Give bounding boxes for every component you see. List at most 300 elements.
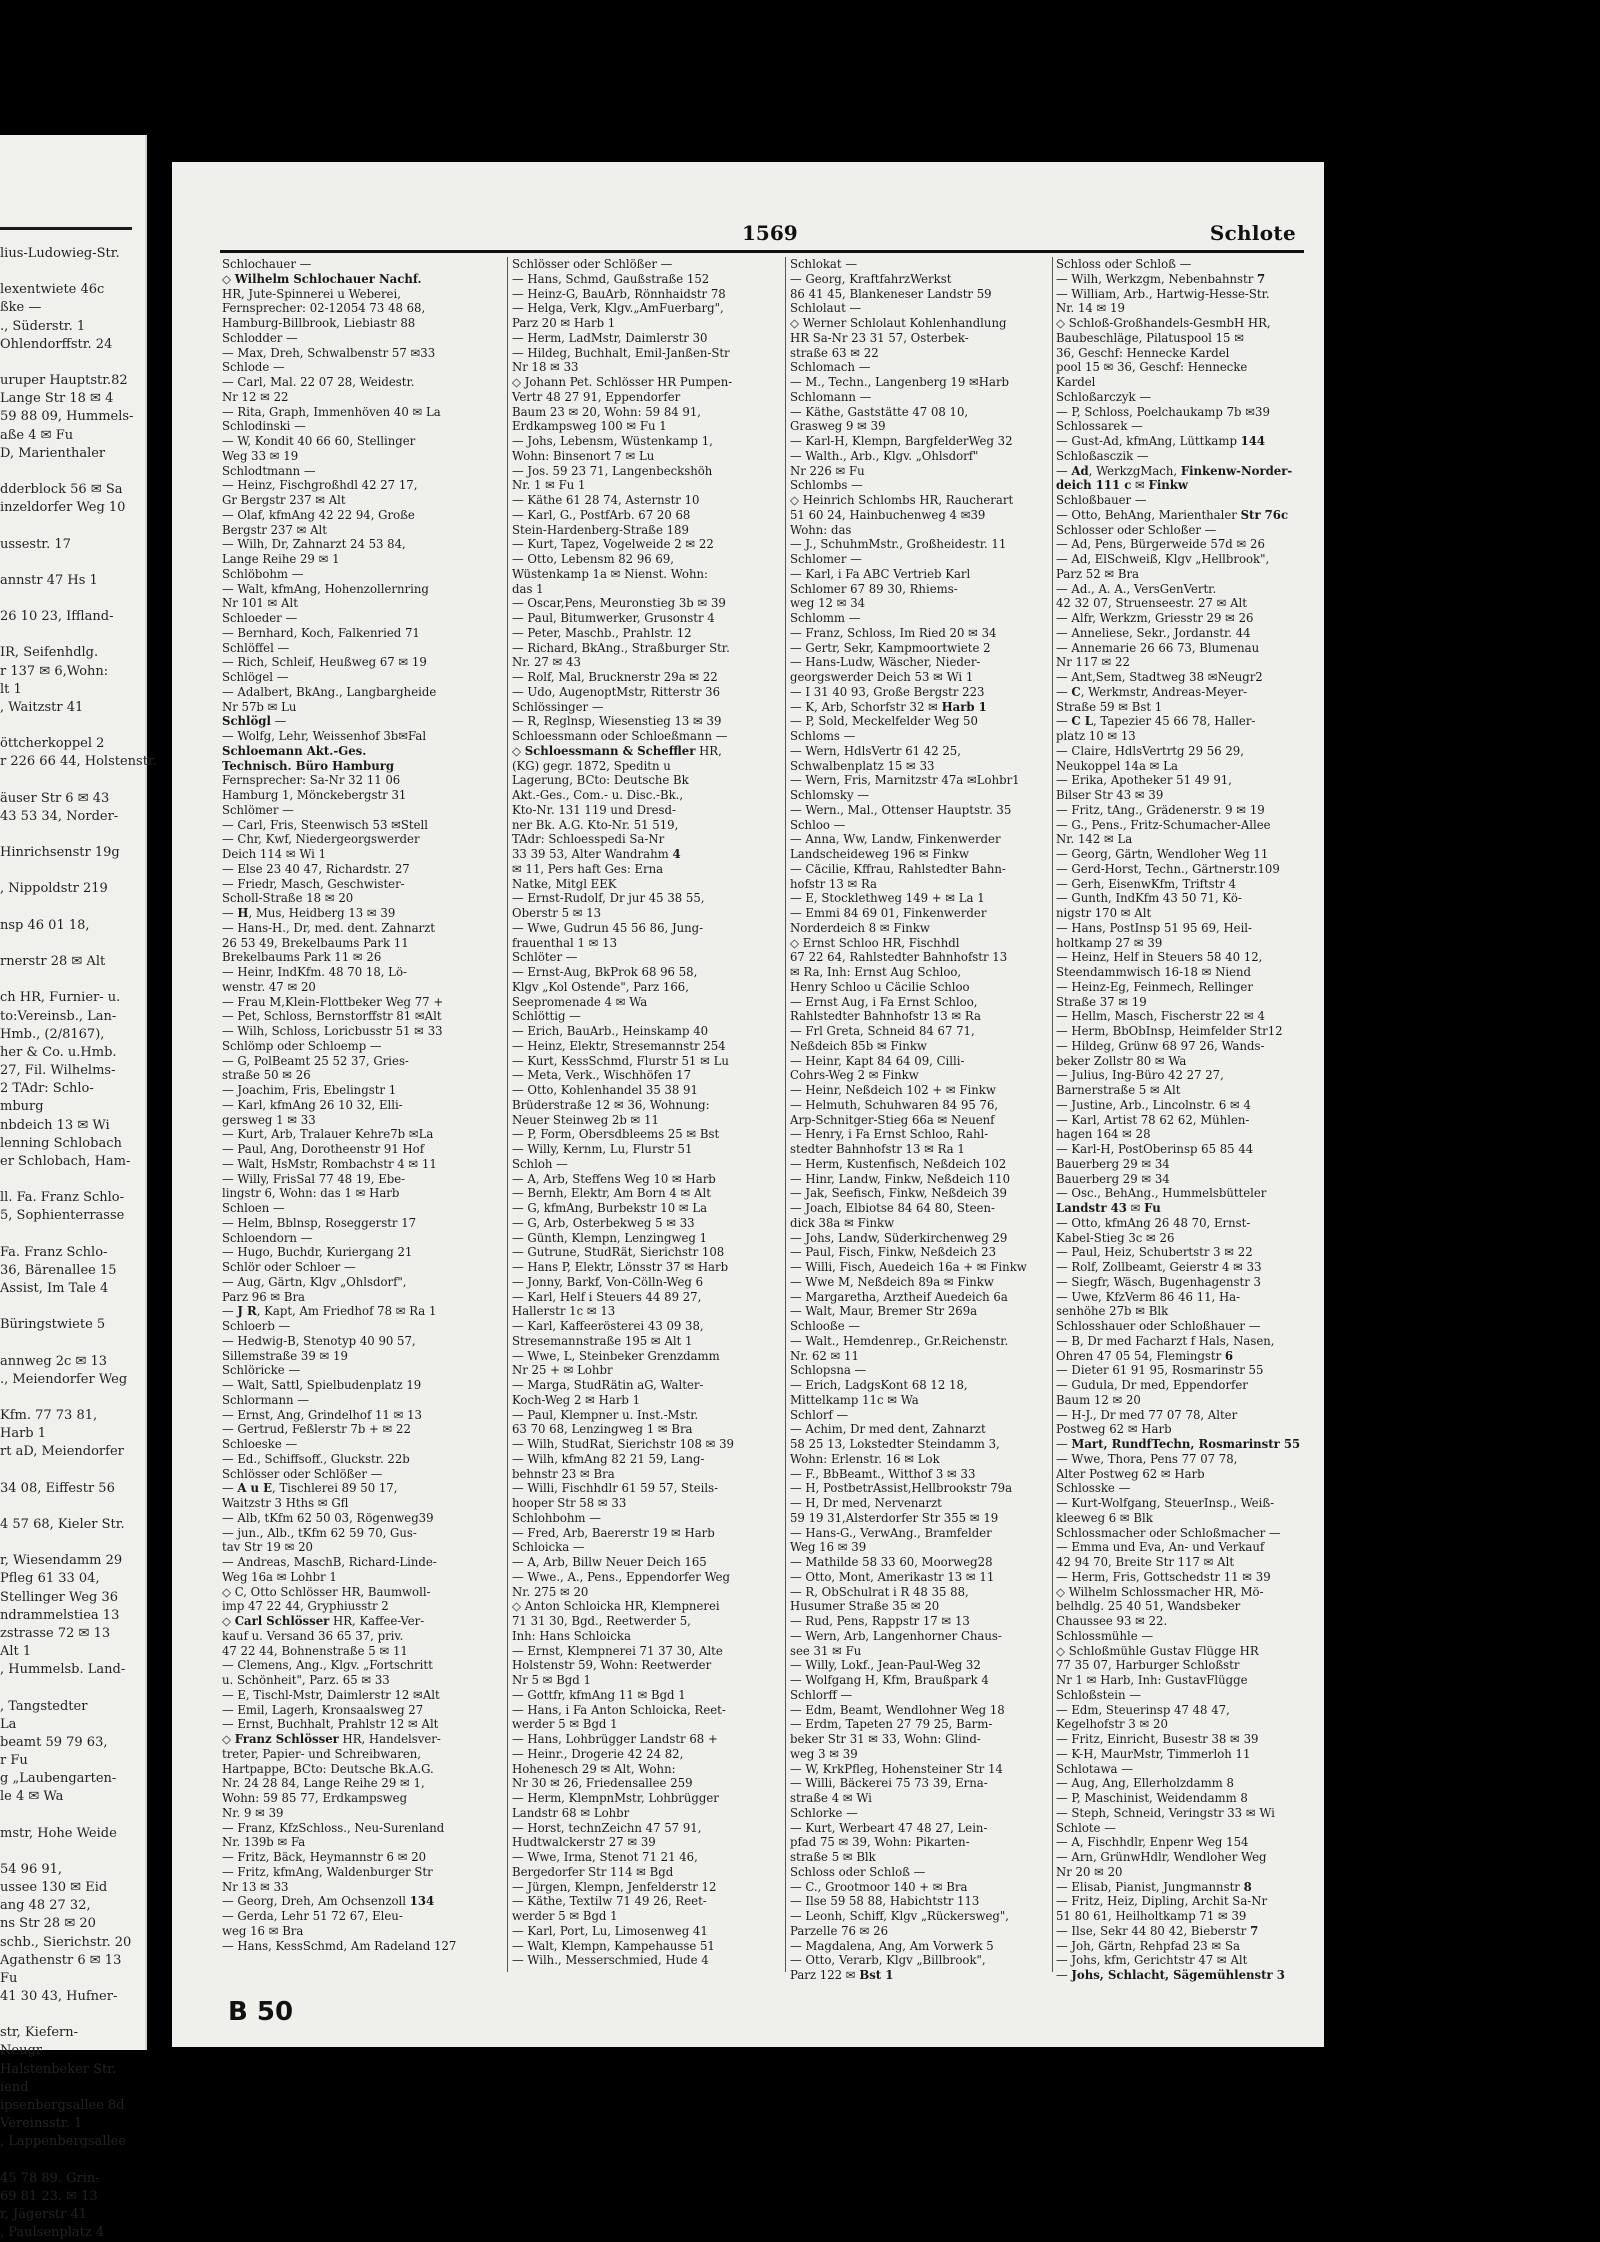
- left-page-line: [0, 2151, 140, 2169]
- directory-entry-line: Neukoppel 14a ✉ La: [1056, 758, 1178, 773]
- directory-entry-line: Schloßarczyk —: [1056, 389, 1152, 404]
- directory-entry-line: — Elisab, Pianist, Jungmannstr 8: [1056, 1879, 1252, 1894]
- left-page-line: annstr 47 Hs 1: [0, 572, 98, 588]
- directory-entry-line: Bergstr 237 ✉ Alt: [222, 522, 327, 537]
- directory-entry-line: — Olaf, kfmAng 42 22 94, Große: [222, 507, 415, 522]
- directory-entry-line: 51 80 61, Heilholtkamp 71 ✉ 39: [1056, 1909, 1247, 1923]
- directory-entry-line: — Johs, Schlacht, Sägemühlenstr 3: [1056, 1968, 1285, 1982]
- directory-entry-line: ✉ 11, Pers haft Ges: Erna: [512, 861, 664, 876]
- directory-entry-line: Baum 12 ✉ 20: [1056, 1392, 1141, 1407]
- directory-entry-line: Schlöttig —: [512, 1009, 581, 1024]
- directory-entry-line: — A, Arb, Steffens Weg 10 ✉ Harb: [512, 1171, 716, 1186]
- directory-entry-line: — Kurt, Tapez, Vogelweide 2 ✉ 22: [512, 537, 714, 552]
- directory-entry-line: straße 50 ✉ 26: [222, 1068, 311, 1083]
- left-page-line: r 137 ✉ 6,Wohn:: [0, 663, 109, 679]
- directory-entry-line: — Ilse, Sekr 44 80 42, Bieberstr 7: [1056, 1923, 1259, 1938]
- left-page-line: her & Co. u.Hmb.: [0, 1044, 117, 1060]
- directory-entry-line: — Friedr, Masch, Geschwister-: [222, 876, 405, 891]
- directory-entry-line: — Ant,Sem, Stadtweg 38 ✉Neugr2: [1056, 670, 1263, 684]
- directory-entry-line: — Hugo, Buchdr, Kuriergang 21: [222, 1245, 413, 1260]
- directory-entry-line: Weg 33 ✉ 19: [222, 448, 299, 463]
- directory-entry-line: — Karl-H, PostOberinsp 65 85 44: [1056, 1142, 1254, 1156]
- directory-entry-line: — Adalbert, BkAng., Langbargheide: [222, 684, 437, 699]
- directory-entry-line: — Heinz, Helf in Steuers 58 40 12,: [1056, 950, 1263, 965]
- directory-entry-line: Nr. 275 ✉ 20: [512, 1584, 589, 1599]
- directory-entry-line: — Frau M,Klein-Flottbeker Weg 77 +: [222, 994, 444, 1009]
- directory-entry-line: Lange Reihe 29 ✉ 1: [222, 552, 340, 566]
- left-page-line: schb., Sierichstr. 20: [0, 1934, 132, 1950]
- left-page-line: Fu: [0, 1970, 18, 1986]
- directory-entry-line: — Hildeg, Buchhalt, Emil-Janßen-Str: [512, 345, 730, 360]
- directory-entry-line: frauenthal 1 ✉ 13: [512, 935, 618, 950]
- directory-entry-line: — I 31 40 93, Große Bergstr 223: [790, 684, 985, 699]
- directory-entry-line: — Kurt, Werbeart 47 48 27, Lein-: [790, 1820, 988, 1835]
- directory-entry-line: — F., BbBeamt., Witthof 3 ✉ 33: [790, 1466, 976, 1481]
- left-page-line: , Hummelsb. Land-: [0, 1662, 126, 1678]
- directory-entry-line: ◇ Schloß-Großhandels-GesmbH HR,: [1056, 316, 1271, 330]
- guide-word: Schlote: [1209, 221, 1296, 245]
- left-page-line: [0, 1171, 140, 1189]
- column-1: [222, 257, 502, 1953]
- directory-entry-line: 67 22 64, Rahlstedter Bahnhofstr 13: [790, 950, 1008, 965]
- directory-entry-line: — Ernst, Buchhalt, Prahlstr 12 ✉ Alt: [222, 1717, 439, 1732]
- directory-entry-line: — Johs, Landw, Süderkirchenweg 29: [790, 1230, 1008, 1245]
- directory-entry-line: — Heinz, Fischgroßhdl 42 27 17,: [222, 478, 418, 493]
- left-page-line: Halstenbeker Str.: [0, 2061, 117, 2077]
- directory-entry-line: — A, Arb, Billw Neuer Deich 165: [512, 1555, 707, 1569]
- directory-entry-line: — Pet, Schloss, Bernstorffstr 81 ✉Alt: [222, 1009, 442, 1024]
- directory-entry-line: Steendammwisch 16-18 ✉ Niend: [1056, 965, 1252, 979]
- directory-entry-line: — Erich, LadgsKont 68 12 18,: [790, 1378, 968, 1392]
- directory-entry-line: — Aug, Gärtn, Klgv „Ohlsdorf",: [222, 1274, 407, 1289]
- directory-entry-line: — Joh, Gärtn, Rehpfad 23 ✉ Sa: [1056, 1938, 1240, 1953]
- directory-entry-line: ◇ Carl Schlösser HR, Kaffee-Ver-: [222, 1614, 425, 1628]
- directory-entry-line: — Herm, BbObInsp, Heimfelder Str12: [1056, 1024, 1283, 1038]
- left-page-line: er Schlobach, Ham-: [0, 1153, 131, 1169]
- directory-entry-line: Lagerung, BCto: Deutsche Bk: [512, 773, 689, 788]
- directory-entry-line: weg 12 ✉ 34: [790, 596, 866, 611]
- left-page-line: 4 57 68, Kieler Str.: [0, 1516, 125, 1532]
- directory-entry-line: — Richard, BkAng., Straßburger Str.: [512, 640, 730, 655]
- directory-entry-line: — Wilh, kfmAng 82 21 59, Lang-: [512, 1451, 705, 1466]
- directory-entry-line: — Gerda, Lehr 51 72 67, Eleu-: [222, 1909, 403, 1923]
- directory-entry-line: — G, PolBeamt 25 52 37, Gries-: [222, 1053, 409, 1068]
- directory-entry-line: — R, Reglnsp, Wiesenstieg 13 ✉ 39: [512, 714, 722, 729]
- left-page-line: str, Kiefern-: [0, 2025, 78, 2041]
- directory-entry-line: — Erdm, Tapeten 27 79 25, Barm-: [790, 1717, 993, 1732]
- column-4: [1056, 257, 1336, 1983]
- left-page-line: zstrasse 72 ✉ 13: [0, 1625, 111, 1641]
- directory-entry-line: — Helga, Verk, Klgv.„AmFuerbarg",: [512, 301, 724, 316]
- directory-entry-line: — Gertrud, Feßlerstr 7b + ✉ 22: [222, 1422, 411, 1437]
- directory-entry-line: ◇ Heinrich Schlombs HR, Raucherart: [790, 493, 1014, 507]
- directory-entry-line: — M., Techn., Langenberg 19 ✉Harb: [790, 375, 1010, 389]
- directory-entry-line: Schlömp oder Schloemp —: [222, 1038, 382, 1053]
- directory-entry-line: Bauerberg 29 ✉ 34: [1056, 1156, 1170, 1171]
- directory-entry-line: — Jürgen, Klempn, Jenfelderstr 12: [512, 1879, 717, 1894]
- directory-entry-line: Nr 20 ✉ 20: [1056, 1864, 1123, 1879]
- left-page-line: [0, 717, 140, 735]
- directory-entry-line: — Leonh, Schiff, Klgv „Rückersweg",: [790, 1909, 1010, 1923]
- left-page-line: [0, 2006, 140, 2024]
- directory-entry-line: — Walt, kfmAng, Hohenzollernring: [222, 581, 429, 596]
- directory-entry-line: Schlooße —: [790, 1319, 861, 1333]
- directory-entry-line: pfad 75 ✉ 39, Wohn: Pikarten-: [790, 1835, 970, 1850]
- left-page-line: le 4 ✉ Wa: [0, 1789, 64, 1805]
- column-3: [790, 257, 1070, 1983]
- directory-page: [172, 162, 1324, 2047]
- directory-entry-line: — Joachim, Fris, Ebelingstr 1: [222, 1083, 397, 1097]
- directory-entry-line: — Wwe, Thora, Pens 77 07 78,: [1056, 1451, 1238, 1466]
- directory-entry-line: Schlösser oder Schlößer —: [222, 1466, 383, 1481]
- directory-entry-line: 47 22 44, Bohnenstraße 5 ✉ 11: [222, 1643, 408, 1658]
- directory-entry-line: — Otto, Kohlenhandel 35 38 91: [512, 1083, 698, 1097]
- directory-entry-line: — Kurt, KessSchmd, Flurstr 51 ✉ Lu: [512, 1053, 729, 1068]
- left-page-line: iend: [0, 2079, 29, 2095]
- directory-entry-line: wenstr. 47 ✉ 20: [222, 979, 316, 994]
- left-page-line: [0, 1843, 140, 1861]
- directory-entry-line: — Walt, HsMstr, Rombachstr 4 ✉ 11: [222, 1156, 437, 1171]
- directory-entry-line: Schloßasczik —: [1056, 448, 1149, 463]
- directory-entry-line: kauf u. Versand 36 65 37, priv.: [222, 1628, 404, 1643]
- directory-entry-line: senhöhe 27b ✉ Blk: [1056, 1304, 1169, 1319]
- directory-entry-line: — K-H, MaurMstr, Timmerloh 11: [1056, 1746, 1251, 1761]
- left-page-line: [0, 554, 140, 572]
- directory-entry-line: — Fritz, tAng., Grädenerstr. 9 ✉ 19: [1056, 802, 1265, 817]
- left-page-line: Kfm. 77 73 81,: [0, 1408, 98, 1423]
- directory-entry-line: ◇ Schloessmann & Scheffler HR,: [512, 743, 722, 758]
- directory-entry-line: — Wern, Fris, Marnitzstr 47a ✉Lohbr1: [790, 773, 1020, 788]
- directory-entry-line: Weg 16a ✉ Lohbr 1: [222, 1569, 337, 1584]
- left-page-line: Agathenstr 6 ✉ 13: [0, 1952, 122, 1968]
- directory-entry-line: — Paul, Ang, Dorotheenstr 91 Hof: [222, 1142, 425, 1156]
- directory-entry-line: — P, Schloss, Poelchaukamp 7b ✉39: [1056, 404, 1270, 419]
- directory-entry-line: — Jonny, Barkf, Von-Cölln-Weg 6: [512, 1274, 704, 1289]
- left-page-line: [0, 862, 140, 880]
- directory-entry-line: pool 15 ✉ 36, Geschf: Hennecke: [1056, 360, 1248, 375]
- directory-entry-line: Kabel-Stieg 3c ✉ 26: [1056, 1230, 1175, 1245]
- directory-entry-line: — H-J., Dr med 77 07 78, Alter: [1056, 1407, 1238, 1422]
- directory-entry-line: — Franz, KfzSchloss., Neu-Surenland: [222, 1820, 445, 1835]
- left-page-line: Harb 1: [0, 1426, 47, 1442]
- directory-entry-line: — Erich, BauArb., Heinskamp 40: [512, 1024, 709, 1038]
- directory-entry-line: — Wwe, L, Steinbeker Grenzdamm: [512, 1348, 720, 1363]
- directory-entry-line: Brüderstraße 12 ✉ 36, Wohnung:: [512, 1097, 710, 1112]
- left-page-line: dderblock 56 ✉ Sa: [0, 482, 123, 498]
- directory-entry-line: — Heinr, Neßdeich 102 + ✉ Finkw: [790, 1083, 996, 1097]
- directory-entry-line: — Otto, kfmAng 26 48 70, Ernst-: [1056, 1215, 1251, 1230]
- directory-entry-line: stedter Bahnhofstr 13 ✉ Ra 1: [790, 1142, 965, 1156]
- directory-entry-line: — W, Kondit 40 66 60, Stellinger: [222, 434, 416, 448]
- directory-entry-line: — G., Pens., Fritz-Schumacher-Allee: [1056, 817, 1271, 832]
- directory-entry-line: — Annemarie 26 66 73, Blumenau: [1056, 640, 1260, 655]
- directory-entry-line: dick 38a ✉ Finkw: [790, 1215, 895, 1230]
- directory-entry-line: — Ad, WerkzgMach, Finkenw-Norder-: [1056, 463, 1293, 478]
- directory-entry-line: nigstr 170 ✉ Alt: [1056, 906, 1152, 920]
- directory-entry-line: — Meta, Verk., Wischhöfen 17: [512, 1068, 692, 1083]
- directory-entry-line: Hamburg 1, Mönckebergstr 31: [222, 788, 407, 802]
- directory-entry-line: — G, Arb, Osterbekweg 5 ✉ 33: [512, 1215, 695, 1230]
- directory-entry-line: — H, Mus, Heidberg 13 ✉ 39: [222, 906, 396, 920]
- directory-entry-line: Nr 57b ✉ Lu: [222, 699, 297, 714]
- directory-entry-line: Parz 20 ✉ Harb 1: [512, 316, 616, 330]
- directory-entry-line: 63 70 68, Lenzingweg 1 ✉ Bra: [512, 1422, 693, 1437]
- directory-entry-line: Parz 96 ✉ Bra: [222, 1289, 306, 1304]
- directory-entry-line: — Gust-Ad, kfmAng, Lüttkamp 144: [1056, 434, 1266, 448]
- directory-entry-line: ◇ Wilhelm Schlossmacher HR, Mö-: [1056, 1584, 1264, 1599]
- directory-entry-line: — Chr, Kwf, Niedergeorgswerder: [222, 832, 420, 847]
- directory-entry-line: — Wolfgang H, Kfm, Braußpark 4: [790, 1673, 989, 1687]
- directory-entry-line: — Otto, BehAng, Marienthaler Str 76c: [1056, 507, 1289, 522]
- left-page-line: ndrammelstiea 13: [0, 1607, 120, 1623]
- directory-entry-line: — Edm, Beamt, Wendlohner Weg 18: [790, 1702, 1005, 1717]
- directory-entry-line: georgswerder Deich 53 ✉ Wi 1: [790, 670, 974, 684]
- directory-entry-line: Baum 23 ✉ 20, Wohn: 59 84 91,: [512, 404, 702, 419]
- directory-entry-line: — Erika, Apotheker 51 49 91,: [1056, 773, 1232, 788]
- left-page-line: 43 53 34, Norder-: [0, 808, 119, 824]
- directory-entry-line: — Willi, Bäckerei 75 73 39, Erna-: [790, 1776, 988, 1791]
- directory-entry-line: — Horst, technZeichn 47 57 91,: [512, 1820, 702, 1835]
- directory-entry-line: Schloessmann oder Schloeßmann —: [512, 729, 728, 743]
- directory-entry-line: Schlormann —: [222, 1392, 309, 1407]
- directory-entry-line: Schlomann —: [790, 389, 872, 404]
- directory-entry-line: HR Sa-Nr 23 31 57, Osterbek-: [790, 330, 969, 345]
- left-page-line: [0, 463, 140, 481]
- directory-entry-line: — Helmuth, Schuhwaren 84 95 76,: [790, 1097, 999, 1112]
- directory-entry-line: — Carl, Fris, Steenwisch 53 ✉Stell: [222, 817, 428, 832]
- directory-entry-line: — Hans P, Elektr, Lönsstr 37 ✉ Harb: [512, 1260, 729, 1274]
- directory-entry-line: — Georg, KraftfahrzWerkst: [790, 271, 952, 286]
- directory-entry-line: 59 19 31,Alsterdorfer Str 355 ✉ 19: [790, 1510, 999, 1525]
- left-page-line: nbdeich 13 ✉ Wi: [0, 1117, 110, 1133]
- directory-entry-line: — Osc., BehAng., Hummelsbütteler: [1056, 1186, 1267, 1201]
- directory-entry-line: — Wwe, Irma, Stenot 71 21 46,: [512, 1850, 698, 1864]
- directory-entry-line: — Andreas, MaschB, Richard-Linde-: [222, 1555, 437, 1569]
- directory-entry-line: Arp-Schnitger-Stieg 66a ✉ Neuenf: [790, 1112, 995, 1127]
- directory-entry-line: — Heinr., Drogerie 42 24 82,: [512, 1746, 684, 1761]
- left-page-line: , Paulsenplatz 4: [0, 2225, 105, 2241]
- directory-entry-line: Schloeske —: [222, 1437, 298, 1451]
- directory-entry-line: — Ernst Aug, i Fa Ernst Schloo,: [790, 994, 978, 1009]
- directory-entry-line: Fernsprecher: Sa-Nr 32 11 06: [222, 773, 401, 788]
- directory-entry-line: Schlömer —: [222, 802, 294, 817]
- left-facing-page-edge: [0, 135, 157, 2241]
- directory-entry-line: — Mathilde 58 33 60, Moorweg28: [790, 1555, 993, 1569]
- left-page-line: [0, 1461, 140, 1479]
- directory-entry-line: Schlöricke —: [222, 1363, 301, 1378]
- directory-entry-line: — Uwe, KfzVerm 86 46 11, Ha-: [1056, 1289, 1241, 1304]
- directory-entry-line: platz 10 ✉ 13: [1056, 729, 1136, 743]
- directory-entry-line: — Hans, i Fa Anton Schloicka, Reet-: [512, 1702, 726, 1717]
- directory-entry-line: — Ernst-Rudolf, Dr jur 45 38 55,: [512, 891, 705, 906]
- directory-entry-line: Gr Bergstr 237 ✉ Alt: [222, 493, 346, 507]
- directory-entry-line: Schlossarek —: [1056, 419, 1143, 434]
- directory-entry-line: — Franz, Schloss, Im Ried 20 ✉ 34: [790, 625, 997, 640]
- directory-entry-line: — E, Stocklethweg 149 + ✉ La 1: [790, 891, 985, 906]
- left-page-line: [0, 1298, 140, 1316]
- left-page-line: ßke —: [0, 300, 42, 316]
- directory-entry-line: 42 32 07, Struenseestr. 27 ✉ Alt: [1056, 596, 1247, 611]
- directory-entry-line: ner Bk. A.G. Kto-Nr. 51 519,: [512, 817, 679, 832]
- directory-entry-line: Nr. 27 ✉ 43: [512, 655, 581, 670]
- directory-entry-line: 71 31 30, Bgd., Reetwerder 5,: [512, 1614, 691, 1628]
- left-page-line: D, Marienthaler: [0, 445, 106, 461]
- directory-entry-line: — Otto, Mont, Amerikastr 13 ✉ 11: [790, 1569, 995, 1584]
- left-page-line: lenning Schlobach: [0, 1135, 122, 1151]
- directory-entry-line: — Ad, ElSchweiß, Klgv „Hellbrook",: [1056, 552, 1270, 566]
- directory-entry-line: Schloo —: [790, 817, 846, 832]
- directory-entry-line: — Cäcilie, Kffrau, Rahlstedter Bahn-: [790, 861, 1006, 876]
- directory-entry-line: — Hans, PostInsp 51 95 69, Heil-: [1056, 920, 1252, 935]
- left-page-line: [0, 1225, 140, 1243]
- directory-entry-line: — Walt, Maur, Bremer Str 269a: [790, 1304, 978, 1319]
- directory-entry-line: Schloh —: [512, 1156, 568, 1171]
- directory-entry-line: — Karl, Artist 78 62 62, Mühlen-: [1056, 1112, 1250, 1127]
- directory-entry-line: Schlode —: [222, 360, 285, 375]
- directory-entry-line: — P, Sold, Meckelfelder Weg 50: [790, 714, 978, 729]
- directory-entry-line: Nr 226 ✉ Fu: [790, 463, 865, 478]
- directory-entry-line: — Henry, i Fa Ernst Schloo, Rahl-: [790, 1127, 989, 1142]
- directory-entry-line: kleeweg 6 ✉ Blk: [1056, 1510, 1153, 1525]
- directory-entry-line: — Oscar,Pens, Meuronstieg 3b ✉ 39: [512, 596, 726, 611]
- directory-entry-line: — Hans-Ludw, Wäscher, Nieder-: [790, 655, 981, 670]
- directory-entry-line: Schloss oder Schloß —: [1056, 257, 1192, 271]
- directory-entry-line: Parz 122 ✉ Bst 1: [790, 1968, 894, 1982]
- directory-entry-line: Schlögel —: [222, 670, 289, 684]
- directory-entry-line: — Paul, Heiz, Schubertstr 3 ✉ 22: [1056, 1245, 1253, 1260]
- directory-entry-line: — Ad., A. A., VersGenVertr.: [1056, 581, 1217, 596]
- directory-entry-line: — Edm, Steuerinsp 47 48 47,: [1056, 1702, 1230, 1717]
- directory-entry-line: straße 5 ✉ Blk: [790, 1850, 876, 1864]
- directory-entry-line: — Herm, KlempnMstr, Lohbrügger: [512, 1791, 719, 1805]
- left-page-line: 5, Sophienterrasse: [0, 1208, 125, 1224]
- directory-entry-line: Schlorf —: [790, 1407, 849, 1422]
- directory-entry-line: ◇ Wilhelm Schlochauer Nachf.: [222, 271, 422, 286]
- directory-entry-line: Stresemannstraße 195 ✉ Alt 1: [512, 1333, 693, 1348]
- directory-entry-line: — Fritz, Einricht, Busestr 38 ✉ 39: [1056, 1732, 1259, 1746]
- directory-entry-line: Bergedorfer Str 114 ✉ Bgd: [512, 1864, 674, 1879]
- directory-entry-line: — Georg, Dreh, Am Ochsenzoll 134: [222, 1894, 435, 1909]
- directory-entry-line: Schloßbauer —: [1056, 493, 1147, 507]
- directory-entry-line: Kegelhofstr 3 ✉ 20: [1056, 1717, 1168, 1732]
- directory-entry-line: Scholl-Straße 18 ✉ 20: [222, 891, 354, 906]
- directory-entry-line: — Claire, HdlsVertrtg 29 56 29,: [1056, 743, 1244, 758]
- left-page-line: 2 TAdr: Schlo-: [0, 1081, 94, 1097]
- directory-entry-line: — Wilh., Messerschmied, Hude 4: [512, 1953, 709, 1968]
- directory-entry-line: Parz 52 ✉ Bra: [1056, 566, 1140, 581]
- directory-entry-line: Technisch. Büro Hamburg: [222, 758, 395, 773]
- directory-entry-line: Schlögl —: [222, 714, 287, 729]
- left-page-line: [0, 626, 140, 644]
- left-page-line: rt aD, Meiendorfer: [0, 1444, 124, 1460]
- directory-entry-line: — Jos. 59 23 71, Langenbeckshöh: [512, 463, 713, 478]
- directory-entry-line: werder 5 ✉ Bgd 1: [512, 1717, 618, 1732]
- left-page-line: mburg: [0, 1099, 44, 1115]
- directory-entry-line: — Heinr, Kapt 84 64 09, Cilli-: [790, 1053, 965, 1068]
- directory-entry-line: Inh: Hans Schloicka: [512, 1628, 631, 1643]
- directory-entry-line: Schloicka —: [512, 1540, 585, 1555]
- directory-entry-line: — Walt., Hemdenrep., Gr.Reichenstr.: [790, 1333, 1009, 1348]
- left-page-line: Hinrichsenstr 19g: [0, 845, 120, 861]
- left-page-line: aße 4 ✉ Fu: [0, 427, 74, 443]
- directory-entry-line: lingstr 6, Wohn: das 1 ✉ Harb: [222, 1186, 400, 1201]
- directory-entry-line: Schloemann Akt.-Ges.: [222, 743, 367, 758]
- directory-entry-line: — Arn, GrünwHdlr, Wendloher Weg: [1056, 1850, 1267, 1864]
- left-page-line: äuser Str 6 ✉ 43: [0, 790, 110, 806]
- directory-entry-line: — Gerh, EisenwKfm, Triftstr 4: [1056, 876, 1237, 891]
- column-divider: [785, 257, 786, 1972]
- left-page-line: ipsenbergsallee 8d: [0, 2097, 125, 2113]
- directory-entry-line: Wüstenkamp 1a ✉ Nienst. Wohn:: [512, 566, 708, 581]
- directory-entry-line: ◇ Anton Schloicka HR, Klempnerei: [512, 1599, 720, 1614]
- directory-entry-line: Sillemstraße 39 ✉ 19: [222, 1348, 348, 1363]
- directory-entry-line: ◇ Ernst Schloo HR, Fischhdl: [790, 935, 960, 950]
- directory-entry-line: — H, PostbetrAssist,Hellbrookstr 79a: [790, 1481, 1013, 1496]
- directory-entry-line: TAdr: Schloesspedi Sa-Nr: [512, 832, 665, 847]
- directory-entry-line: ◇ Johann Pet. Schlösser HR Pumpen-: [512, 375, 733, 389]
- directory-entry-line: — Ed., Schiffsoff., Gluckstr. 22b: [222, 1451, 410, 1466]
- directory-entry-line: — Hans, Schmd, Gaußstraße 152: [512, 271, 710, 286]
- directory-entry-line: Nr 12 ✉ 22: [222, 389, 289, 404]
- directory-entry-line: Schlomach —: [790, 360, 871, 375]
- directory-entry-line: — Herm, Kustenfisch, Neßdeich 102: [790, 1156, 1007, 1171]
- directory-entry-line: Seepromenade 4 ✉ Wa: [512, 994, 648, 1009]
- directory-entry-line: Nr 1 ✉ Harb, Inh: GustavFlügge: [1056, 1673, 1248, 1687]
- directory-entry-line: — Otto, Lebensm 82 96 69,: [512, 552, 675, 566]
- directory-entry-line: 58 25 13, Lokstedter Steindamm 3,: [790, 1437, 1000, 1451]
- left-page-line: Lange Str 18 ✉ 4: [0, 391, 114, 407]
- left-page-line: Ohlendorffstr. 24: [0, 336, 113, 352]
- directory-entry-line: — Wwe, Gudrun 45 56 86, Jung-: [512, 920, 704, 935]
- directory-entry-line: — Heinz-G, BauArb, Rönnhaidstr 78: [512, 286, 726, 301]
- directory-entry-line: HR, Jute-Spinnerei u Weberei,: [222, 286, 401, 301]
- left-page-line: 54 96 91,: [0, 1861, 63, 1877]
- directory-entry-line: — Hinr, Landw, Finkw, Neßdeich 110: [790, 1171, 1011, 1186]
- directory-entry-line: tav Str 19 ✉ 20: [222, 1540, 313, 1555]
- left-page-line: [0, 517, 140, 535]
- directory-entry-line: Wohn: Binsenort 7 ✉ Lu: [512, 448, 655, 463]
- directory-entry-line: Oberstr 5 ✉ 13: [512, 906, 602, 920]
- column-2: [512, 257, 792, 1968]
- directory-entry-line: — Ernst, Klempnerei 71 37 30, Alte: [512, 1643, 723, 1658]
- directory-entry-line: — Karl, i Fa ABC Vertrieb Karl: [790, 566, 971, 581]
- left-page-line: [0, 971, 140, 989]
- directory-entry-line: — Fred, Arb, Baererstr 19 ✉ Harb: [512, 1525, 715, 1540]
- directory-entry-line: — Wern, HdlsVertr 61 42 25,: [790, 743, 961, 758]
- directory-entry-line: — Karl, Kaffeerösterei 43 09 38,: [512, 1319, 704, 1333]
- directory-entry-line: — Julius, Ing-Büro 42 27 27,: [1056, 1068, 1224, 1083]
- left-page-line: 34 08, Eiffestr 56: [0, 1480, 115, 1496]
- directory-entry-line: ◇ Werner Schlolaut Kohlenhandlung: [790, 316, 1007, 330]
- directory-entry-line: — Aug, Ang, Ellerholzdamm 8: [1056, 1776, 1234, 1791]
- directory-entry-line: straße 4 ✉ Wi: [790, 1791, 872, 1805]
- left-page-line: r 226 66 44, Holstenstr.: [0, 754, 157, 770]
- directory-entry-line: Hallerstr 1c ✉ 13: [512, 1304, 616, 1319]
- directory-entry-line: — Ilse 59 58 88, Habichtstr 113: [790, 1894, 980, 1909]
- directory-entry-line: Klgv „Kol Ostende", Parz 166,: [512, 979, 689, 994]
- directory-entry-line: Chaussee 93 ✉ 22.: [1056, 1614, 1168, 1628]
- directory-entry-line: imp 47 22 44, Gryphiusstr 2: [222, 1599, 389, 1614]
- directory-entry-line: Nr. 24 28 84, Lange Reihe 29 ✉ 1,: [222, 1776, 425, 1791]
- directory-entry-line: — Udo, AugenoptMstr, Ritterstr 36: [512, 684, 721, 699]
- directory-entry-line: hagen 164 ✉ 28: [1056, 1127, 1151, 1142]
- directory-entry-line: — W, KrkPfleg, Hohensteiner Str 14: [790, 1761, 1003, 1776]
- directory-entry-line: — Wwe M, Neßdeich 89a ✉ Finkw: [790, 1274, 994, 1289]
- left-page-line: 59 88 09, Hummels-: [0, 409, 134, 425]
- directory-entry-line: das 1: [512, 581, 544, 596]
- directory-entry-line: weg 3 ✉ 39: [790, 1746, 858, 1761]
- directory-entry-line: — G, kfmAng, Burbekstr 10 ✉ La: [512, 1201, 708, 1215]
